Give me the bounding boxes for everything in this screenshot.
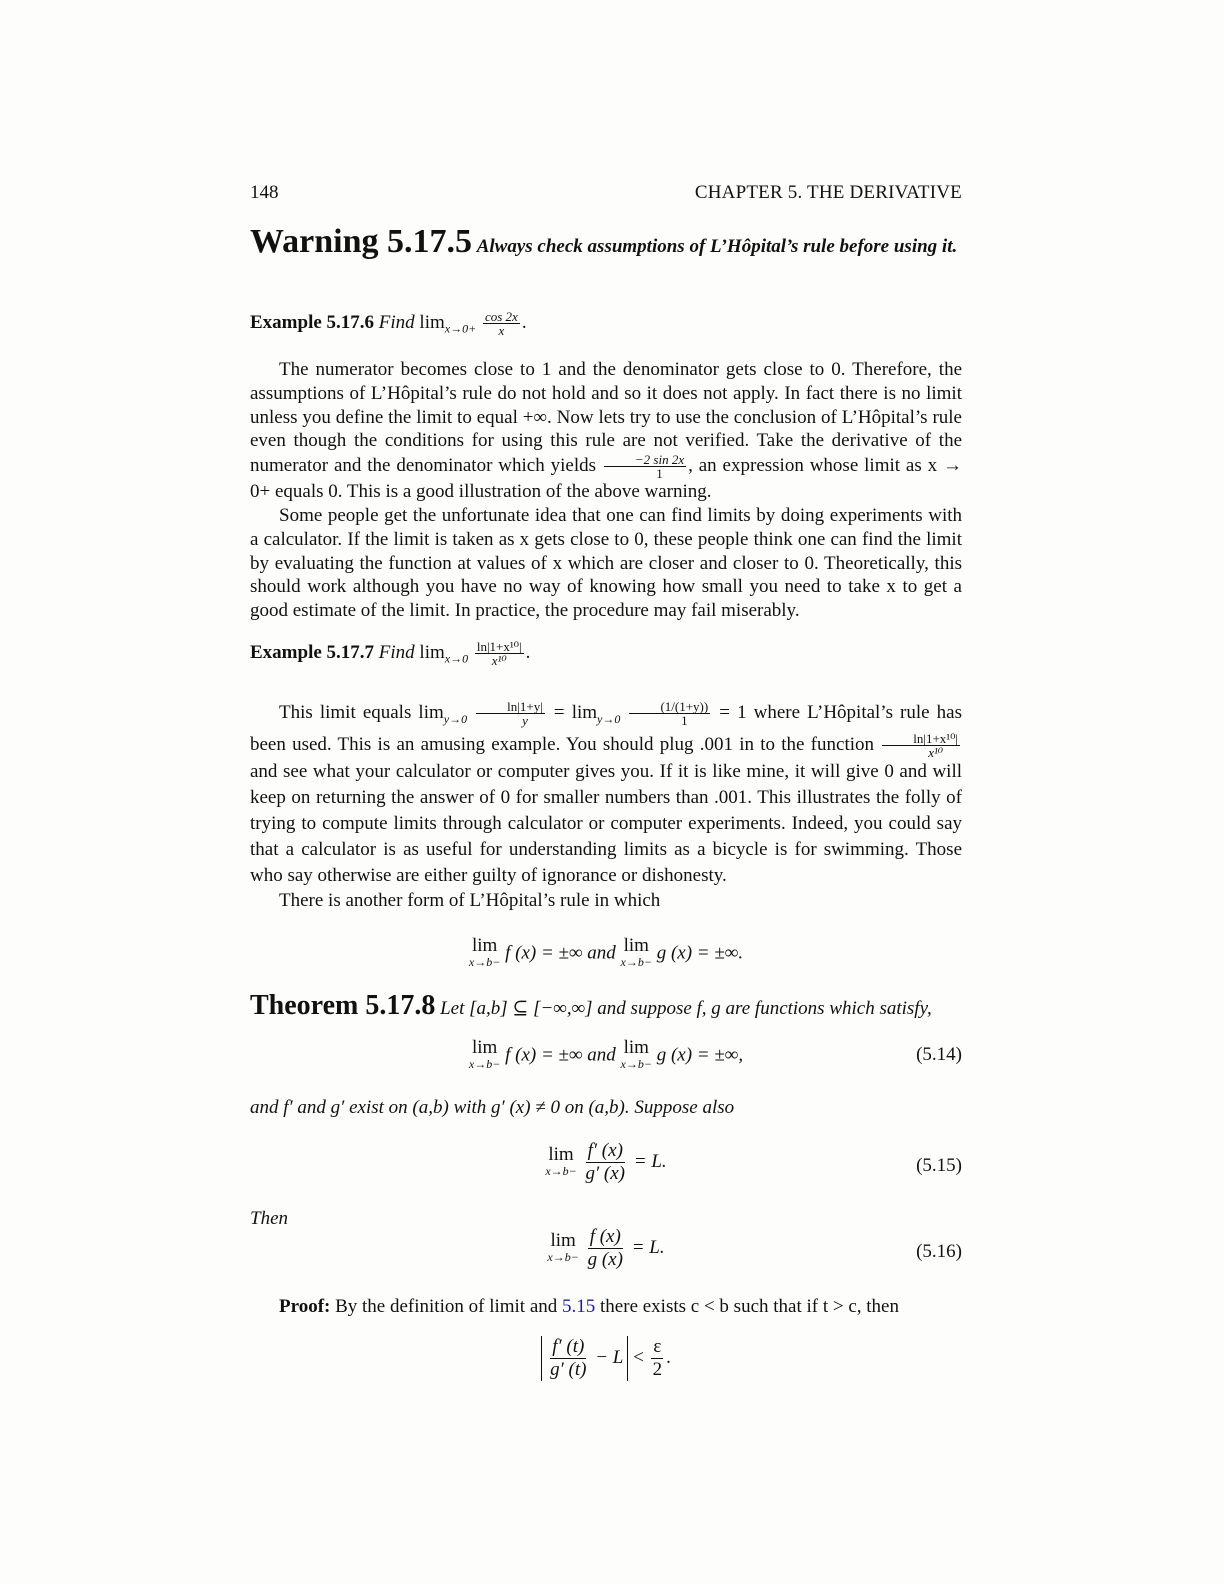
frac-num: ε [653,1336,662,1357]
frac-num: f (x) [589,1226,621,1247]
lim-sub: x→b− [468,955,501,969]
theorem-text: Let [a,b] ⊆ [−∞,∞] and suppose f, g are functions which satisfy, [440,998,932,1019]
lim-sub: x→b− [620,955,652,969]
frac-num: f′ (t) [552,1336,585,1357]
proof-inequality [250,1336,962,1381]
paragraph-3 [250,700,962,913]
chapter-title: CHAPTER 5. THE DERIVATIVE [694,182,962,203]
lim-text: lim [623,935,649,956]
warning-text: Always check assumptions of L’Hôpital’s rule before using it. [476,236,958,257]
frac-den: 1 [656,466,663,482]
frac-num: −2 sin 2x [604,453,686,467]
para3-fraction-3 [882,732,960,759]
example-5-17-6: Example 5.17.6 Find $\lim_{x\to 0+}$ $\frac{\cos 2x}{x}$ . [250,309,527,338]
equation-5-14 [250,1037,962,1072]
frac-den: x¹⁰ [491,653,507,668]
proof-label: Proof: [279,1296,331,1317]
frac-num: cos 2x [484,309,518,324]
theorem-label: Theorem 5.17.8 [250,990,436,1021]
lim-text: lim [623,1037,649,1058]
proof-text-a: By the definition of limit and [335,1296,558,1317]
paragraph-2: Some people get the unfortunate idea that one can find limits by doing experiments with a calculator. If the limit is taken as x gets close to 0, these people think one can find the limit by evaluating the function at values of x which are closer and closer to 0. Theoretically, this should work although you have no way of knowing how small you need to take x to get a good estimate of the limit. In practice, the procedure may fail miserably. [250,504,962,622]
para3-text-b: = lim [553,702,598,723]
frac-num: f′ (x) [587,1140,623,1161]
warning-heading [250,223,962,260]
paragraph-4: There is another form of L’Hôpital’s rule in which [279,889,661,911]
then-text: Then [250,1208,288,1229]
lim-block [545,1143,577,1179]
frac-num: ln|1+x¹⁰| [882,732,960,746]
equation-number: (5.16) [916,1241,962,1262]
lim-sub: x→0+ [444,321,477,336]
lim-block [468,1037,501,1072]
frac-den: x [498,323,505,338]
theorem-heading [250,990,962,1022]
para3-fraction-1 [476,700,545,727]
equation-number: (5.14) [916,1044,962,1065]
frac-den: 2 [652,1359,663,1380]
frac-den: y [522,713,528,729]
equation-5-16 [250,1226,962,1271]
para1-fraction [604,453,686,480]
frac-num: (1/(1+y)) [629,700,710,714]
lim-block [468,935,501,970]
running-header [250,182,962,204]
example-find: Find [378,311,415,333]
lim-text: lim [548,1143,574,1165]
lim-sub: x→0 [444,651,469,666]
frac-den: x¹⁰ [928,744,944,760]
lim-sub: x→b− [468,1057,501,1071]
lim-sub: x→b− [620,1057,652,1071]
eq-f: f (x) = ±∞ and [505,1044,616,1066]
eq-rhs: = L. [631,1236,665,1258]
frac-den: g (x) [587,1249,623,1270]
proof-text-b: there exists c < b such that if t > c, then [600,1296,899,1317]
para1-text-b: , an expression whose limit as x → 0+ equals 0. This is a good illustration of the above warning. [250,455,963,503]
example-label: Example 5.17.7 [250,641,375,663]
example-fraction [475,640,524,667]
page-number: 148 [250,182,279,203]
example-5-17-7: Example 5.17.7 Find $\lim_{x\to 0}$ $\frac{\text{ln|1+x¹⁰|}}{\text{x¹⁰}}$ . [250,639,531,668]
epsilon-fraction [651,1336,665,1381]
lim-sub: x→b− [547,1249,579,1264]
eq-g: g (x) = ±∞, [656,1044,744,1066]
frac-den: 1 [681,713,688,729]
equation-5-15 [250,1140,962,1185]
example-fraction [483,310,520,337]
lim-sub: x→b− [545,1163,577,1178]
frac-num: ln|1+y| [476,700,545,714]
lim-text: lim [471,1037,498,1058]
lim-text: lim [419,311,445,333]
minus-L: − L [595,1346,624,1368]
example-find: Find [378,641,415,663]
lim-text: lim [471,935,498,956]
para3-text-a: This limit equals lim [279,702,444,723]
lim-sub: y→0 [597,711,621,726]
lim-block [620,1037,652,1072]
lim-sub: y→0 [443,711,468,726]
lim-block [620,935,652,970]
display-f: f (x) = ±∞ and [505,942,616,964]
para3-text-c: = 1 where L’Hôpital’s rule has been used. This is an amusing example. You should plug .001 in to the function [250,702,962,755]
absolute-value [541,1336,628,1381]
lim-text: lim [419,641,445,663]
frac-den: g′ (x) [585,1163,626,1184]
para3-text-d: and see what your calculator or computer gives you. If it is like mine, it will give 0 and will keep on returning the answer of 0 for smaller numbers than .001. This illustrates the folly of trying to compute limits through calculator or computer experiments. Indeed, you could say that a calculator is as useful for understanding limits as a bicycle is for swimming. Those who say otherwise are either guilty of ignorance or dishonesty. [250,760,962,886]
paragraph-1 [250,358,962,623]
eq-fraction [548,1336,588,1381]
eq-fraction [586,1226,625,1271]
para3-fraction-2 [629,700,710,727]
display-equation-1 [250,935,962,970]
lim-text: lim [550,1229,576,1251]
equation-number: (5.15) [916,1155,962,1176]
lim-block [547,1229,579,1265]
warning-label: Warning 5.17.5 [250,223,472,260]
frac-den: g′ (t) [550,1359,587,1380]
page [250,0,962,1584]
less-than: < [633,1346,644,1368]
frac-num: ln|1+x¹⁰| [476,639,522,654]
eq-fraction [584,1140,628,1185]
period: . [666,1346,671,1368]
example-label: Example 5.17.6 [250,311,375,333]
proof-line [250,1296,962,1318]
eq-rhs: = L. [633,1150,667,1172]
equation-ref-link[interactable]: 5.15 [562,1296,596,1317]
display-g: g (x) = ±∞. [656,942,744,964]
para1-text-a: The numerator becomes close to 1 and the denominator gets close to 0. Therefore, the assumptions of L’Hôpital’s rule do not hold and so it does not apply. In fact there is no limit unless you define the limit to equal +∞. Now lets try to use the conclusion of L’Hôpital’s rule even though the conditions for using this rule are not verified. Take the derivative of the numerator and the denominator which yields [250,359,962,477]
theorem-mid-text: and f′ and g′ exist on (a,b) with g′ (x) ≠ 0 on (a,b). Suppose also [250,1097,735,1118]
